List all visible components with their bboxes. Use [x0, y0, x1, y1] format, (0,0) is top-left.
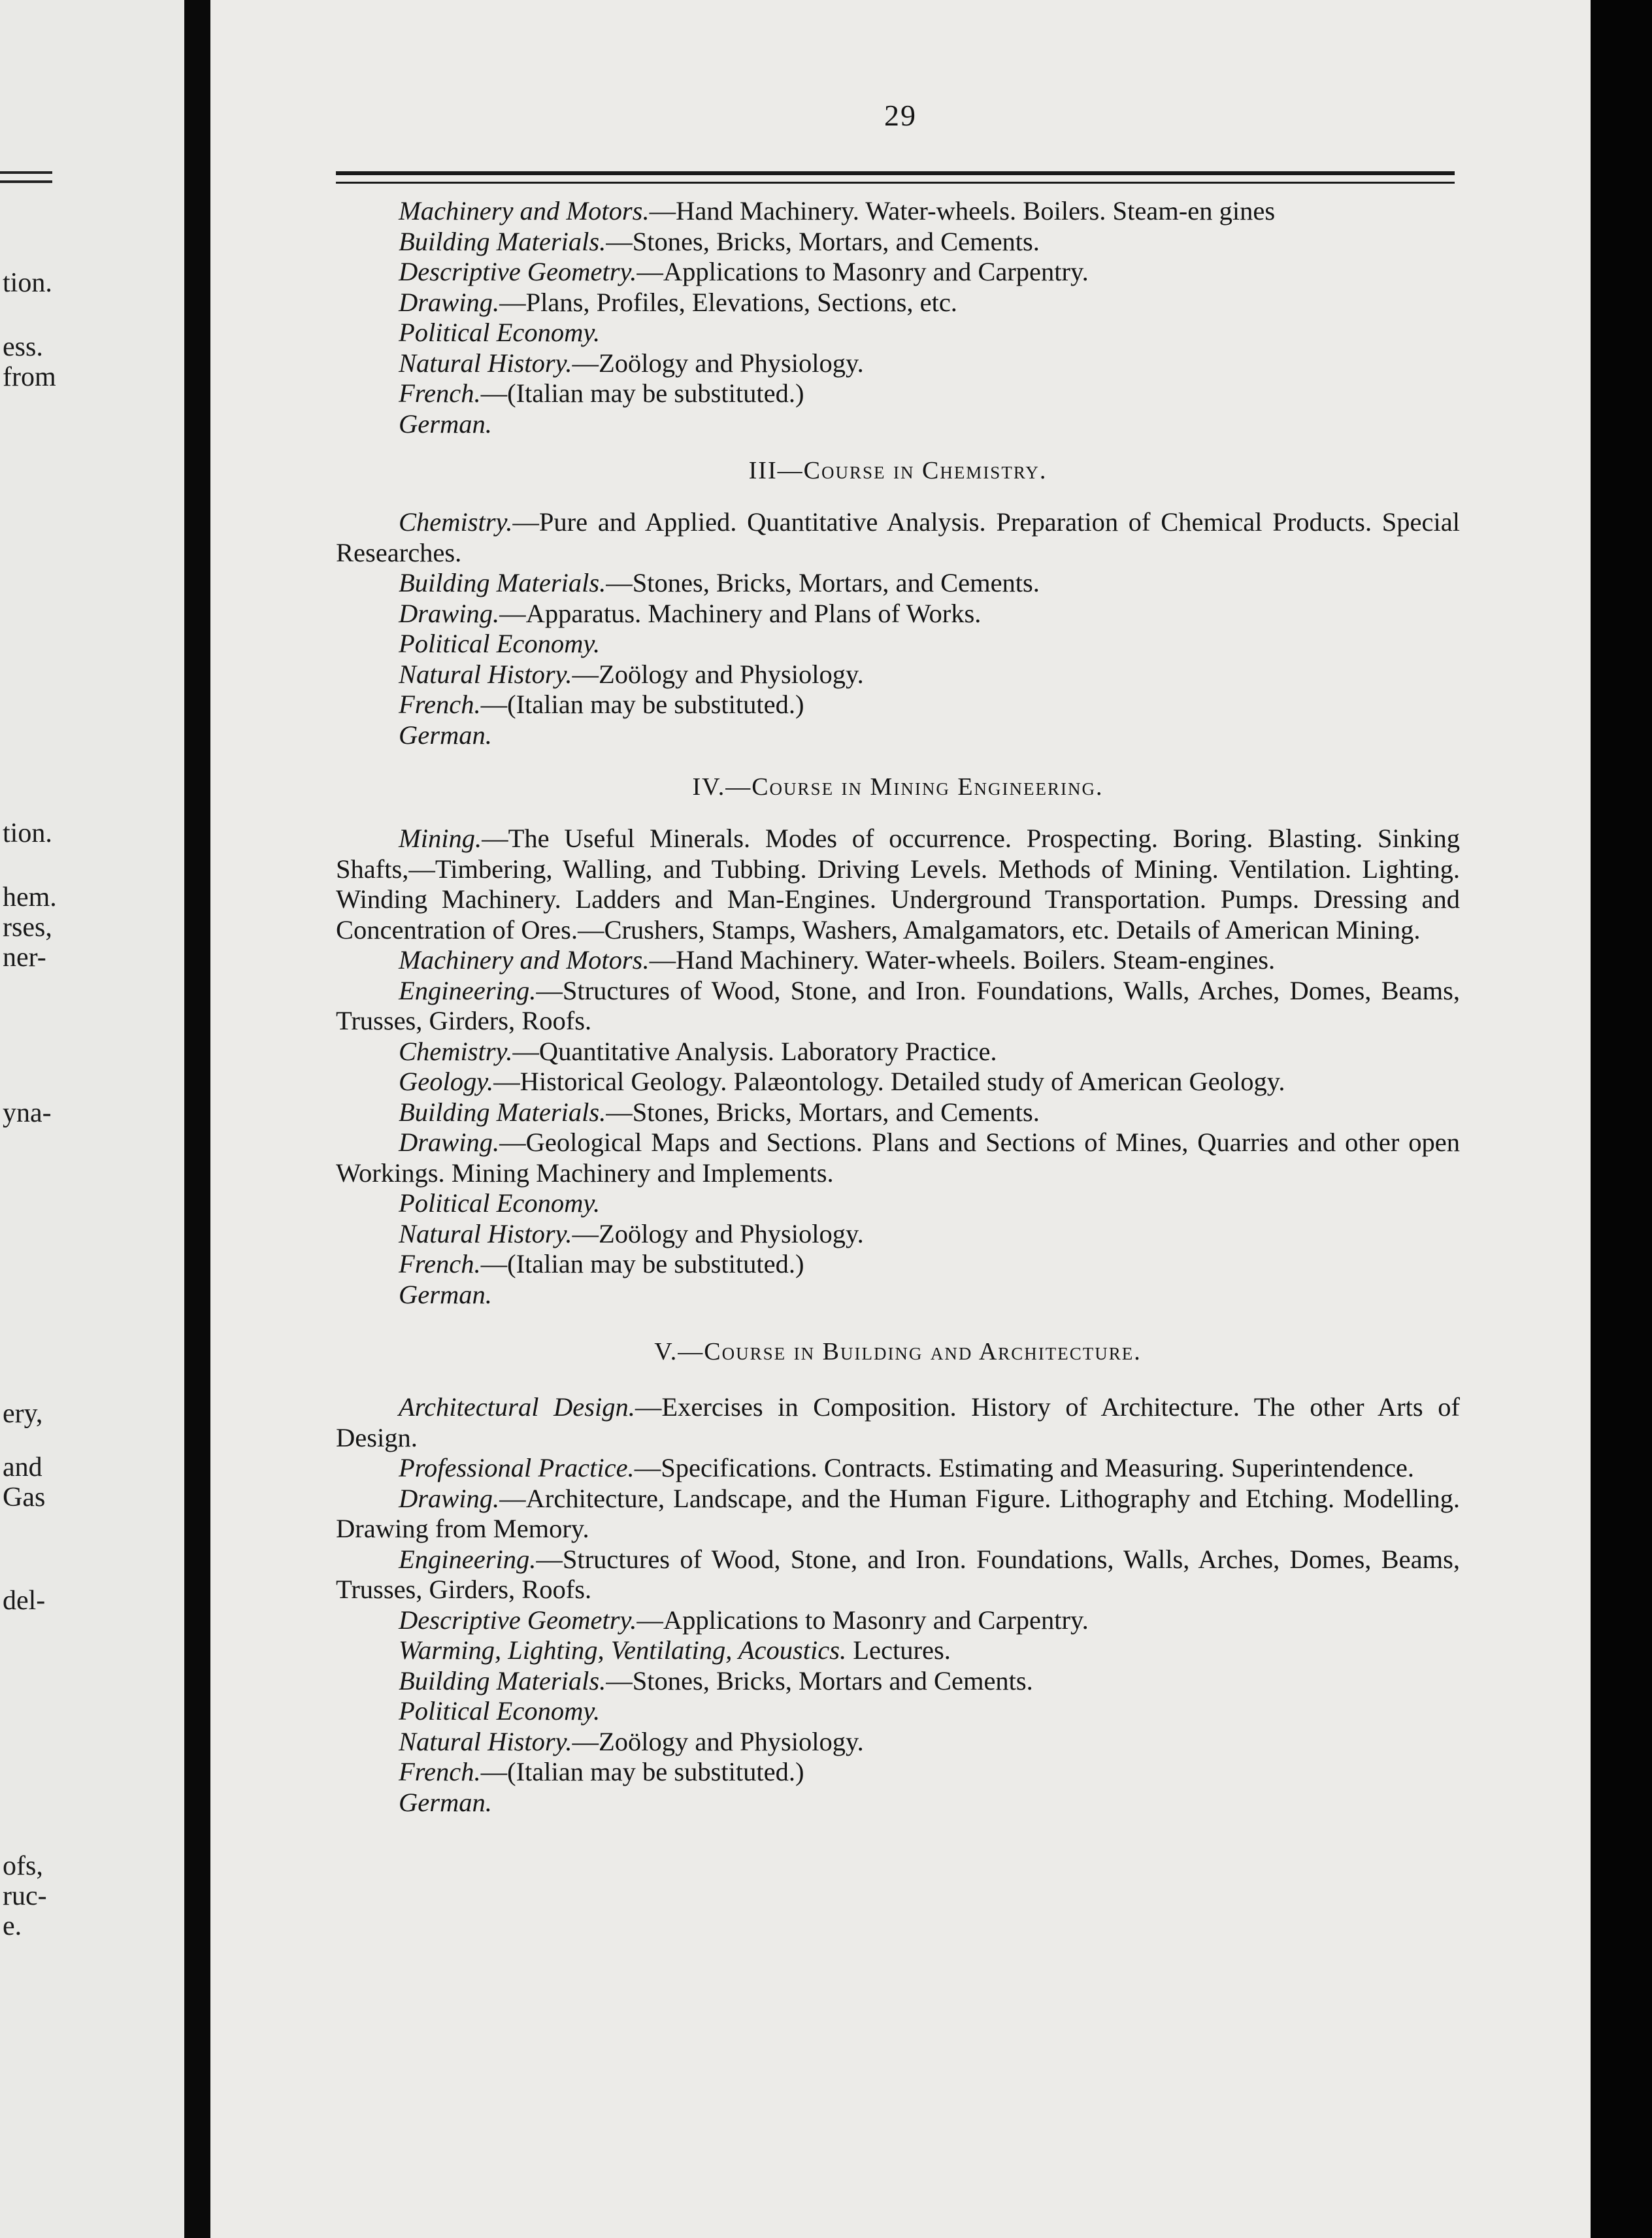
course-entry — [336, 507, 1460, 568]
course-subject: German. — [399, 409, 492, 439]
course-subject: French. — [399, 378, 481, 408]
course-subject: Political Economy. — [399, 629, 601, 658]
course-listing — [336, 196, 1460, 1818]
prev-page-fragment: ner- — [3, 943, 46, 973]
course-entry — [336, 1453, 1460, 1484]
course-entry — [336, 1037, 1460, 1067]
prev-page-fragment: tion. — [3, 818, 52, 848]
prev-page-fragment: yna- — [3, 1098, 52, 1128]
course-topics: —Zoölogy and Physiology. — [572, 1726, 864, 1756]
course-topics: —Structures of Wood, Stone, and Iron. Foundations, Walls, Arches, Domes, Beams, Trusses, Girders, Roofs. — [336, 975, 1460, 1035]
course-subject: Chemistry. — [399, 1036, 513, 1066]
header-rule — [336, 182, 1455, 184]
course-subject: French. — [399, 690, 481, 719]
course-entry — [336, 227, 1460, 258]
course-entry — [336, 1484, 1460, 1545]
course-entry — [336, 1219, 1460, 1250]
course-subject: German. — [399, 720, 492, 750]
course-entry — [336, 288, 1460, 318]
course-topics: —The Useful Minerals. Modes of occurrence. Prospecting. Boring. Blasting. Sinking Shafts,—Timbering, Walling, and Tubbing. Driving Levels. Methods of Mining. Ventilation. Lighting. Winding Machinery. Ladders and Man-Engines. Underground Transportation. Pumps. Dressing and Concentration of Ores.—Crushers, Stamps, Washers, Amalgamators, etc. Details of American Mining. — [336, 824, 1460, 944]
course-subject: German. — [399, 1279, 492, 1309]
scan-border — [1591, 0, 1652, 2238]
course-entry — [336, 409, 1460, 440]
prev-page-fragment: hem. — [3, 882, 57, 912]
course-subject: Drawing. — [399, 1127, 500, 1157]
section-heading — [336, 1337, 1460, 1366]
course-topics: —Zoölogy and Physiology. — [572, 348, 864, 378]
course-entry — [336, 629, 1460, 660]
course-topics: —Quantitative Analysis. Laboratory Practice. — [512, 1036, 997, 1066]
course-subject: Building Materials. — [399, 226, 606, 256]
course-entry — [336, 976, 1460, 1037]
course-subject: Engineering. — [399, 1544, 537, 1574]
course-subject: Natural History. — [399, 659, 572, 689]
course-subject: Drawing. — [399, 1483, 500, 1513]
course-subject: Building Materials. — [399, 1097, 606, 1127]
course-subject: Architectural Design. — [399, 1392, 635, 1422]
course-subject: Political Economy. — [399, 318, 601, 347]
course-subject: Political Economy. — [399, 1188, 601, 1218]
course-entry — [336, 660, 1460, 690]
course-entry — [336, 1127, 1460, 1188]
course-subject: Building Materials. — [399, 568, 606, 597]
course-entry — [336, 1249, 1460, 1280]
prev-page-fragment: rses, — [3, 912, 52, 943]
course-topics: —(Italian may be substituted.) — [480, 1757, 804, 1786]
section-heading-text: V.—Course in Building and Architecture. — [654, 1338, 1142, 1365]
course-entry — [336, 568, 1460, 599]
course-entry — [336, 1727, 1460, 1758]
course-subject: Natural History. — [399, 348, 572, 378]
course-topics: —Plans, Profiles, Elevations, Sections, etc. — [499, 287, 957, 317]
course-subject: French. — [399, 1757, 481, 1786]
course-subject: Natural History. — [399, 1726, 572, 1756]
document-page — [210, 0, 1591, 2238]
course-entry — [336, 1605, 1460, 1636]
section-heading-text: III—Course in Chemistry. — [748, 457, 1048, 484]
prev-page-fragment: from — [3, 362, 56, 392]
course-entry — [336, 378, 1460, 409]
section-heading — [336, 456, 1460, 485]
course-subject: Building Materials. — [399, 1665, 606, 1695]
course-entry — [336, 257, 1460, 288]
prev-page-fragment: Gas — [3, 1482, 46, 1512]
course-topics: —Stones, Bricks, Mortars, and Cements. — [606, 1097, 1040, 1127]
course-topics: —Stones, Bricks, Mortars and Cements. — [606, 1665, 1033, 1695]
course-entry — [336, 1666, 1460, 1697]
course-entry — [336, 1757, 1460, 1788]
course-topics: —Geological Maps and Sections. Plans and Sections of Mines, Quarries and other open Workings. Mining Machinery and Implements. — [336, 1127, 1460, 1188]
course-topics: —Exercises in Composition. History of Architecture. The other Arts of Design. — [336, 1392, 1461, 1452]
course-topics: Lectures. — [846, 1635, 951, 1665]
course-subject: Drawing. — [399, 598, 500, 628]
course-entry — [336, 1280, 1460, 1311]
course-subject: French. — [399, 1249, 481, 1278]
course-topics: —Zoölogy and Physiology. — [572, 659, 864, 689]
course-entry — [336, 720, 1460, 751]
course-topics: —Apparatus. Machinery and Plans of Works. — [499, 598, 982, 628]
course-topics: —Architecture, Landscape, and the Human Figure. Lithography and Etching. Modelling. Drawing from Memory. — [336, 1483, 1460, 1543]
course-topics: —(Italian may be substituted.) — [480, 1249, 804, 1278]
course-entry — [336, 1545, 1460, 1605]
course-subject: Machinery and Motors. — [399, 196, 650, 225]
course-subject: Political Economy. — [399, 1696, 601, 1726]
prev-page-fragment: and — [3, 1452, 42, 1482]
course-entry — [336, 1788, 1460, 1818]
course-topics: —Historical Geology. Palæontology. Detailed study of American Geology. — [493, 1067, 1285, 1096]
prev-page-fragment: del- — [3, 1586, 46, 1616]
course-subject: Descriptive Geometry. — [399, 1605, 637, 1635]
prev-page-rule — [0, 180, 52, 183]
course-topics: —Pure and Applied. Quantitative Analysis. Preparation of Chemical Products. Special Researches. — [336, 507, 1460, 567]
course-subject: Mining. — [399, 824, 482, 853]
course-topics: —Hand Machinery. Water-wheels. Boilers. Steam-en gines — [649, 196, 1276, 225]
header-rule — [336, 171, 1455, 175]
course-entry — [336, 690, 1460, 720]
course-subject: Geology. — [399, 1067, 494, 1096]
course-subject: Descriptive Geometry. — [399, 257, 637, 286]
prev-page-fragment: ery, — [3, 1399, 43, 1429]
course-entry — [336, 824, 1460, 945]
course-entry — [336, 945, 1460, 976]
previous-page-edge — [0, 0, 184, 2238]
prev-page-fragment: tion. — [3, 268, 52, 298]
course-entry — [336, 1188, 1460, 1219]
prev-page-fragment: ruc- — [3, 1881, 47, 1911]
course-entry — [336, 1097, 1460, 1128]
section-heading-text: IV.—Course in Mining Engineering. — [692, 773, 1104, 801]
page-number: 29 — [884, 99, 917, 132]
prev-page-fragment: ofs, — [3, 1851, 43, 1881]
course-topics: —Structures of Wood, Stone, and Iron. Foundations, Walls, Arches, Domes, Beams, Trusses, Girders, Roofs. — [336, 1544, 1460, 1604]
course-entry — [336, 1067, 1460, 1097]
course-entry — [336, 348, 1460, 379]
course-subject: Warming, Lighting, Ventilating, Acoustics. — [399, 1635, 847, 1665]
course-subject: German. — [399, 1787, 492, 1817]
course-subject: Engineering. — [399, 975, 537, 1005]
course-topics: —Hand Machinery. Water-wheels. Boilers. Steam-engines. — [649, 945, 1276, 975]
prev-page-rule — [0, 171, 52, 174]
course-topics: —(Italian may be substituted.) — [480, 378, 804, 408]
course-topics: —Stones, Bricks, Mortars, and Cements. — [606, 226, 1040, 256]
course-subject: Drawing. — [399, 287, 500, 317]
prev-page-fragment: e. — [3, 1911, 22, 1941]
course-entry — [336, 1696, 1460, 1727]
course-entry — [336, 318, 1460, 348]
course-subject: Natural History. — [399, 1218, 572, 1248]
course-topics: —Applications to Masonry and Carpentry. — [636, 257, 1089, 286]
course-topics: —Stones, Bricks, Mortars, and Cements. — [606, 568, 1040, 597]
course-entry — [336, 196, 1460, 227]
section-heading — [336, 773, 1460, 801]
course-entry — [336, 599, 1460, 629]
prev-page-fragment: ess. — [3, 332, 43, 362]
course-entry — [336, 1392, 1460, 1453]
course-entry — [336, 1635, 1460, 1666]
course-subject: Professional Practice. — [399, 1453, 635, 1482]
course-subject: Machinery and Motors. — [399, 945, 650, 975]
course-topics: —Specifications. Contracts. Estimating and Measuring. Superintendence. — [634, 1453, 1415, 1482]
course-topics: —Applications to Masonry and Carpentry. — [636, 1605, 1089, 1635]
course-topics: —(Italian may be substituted.) — [480, 690, 804, 719]
course-subject: Chemistry. — [399, 507, 513, 537]
course-topics: —Zoölogy and Physiology. — [572, 1218, 864, 1248]
